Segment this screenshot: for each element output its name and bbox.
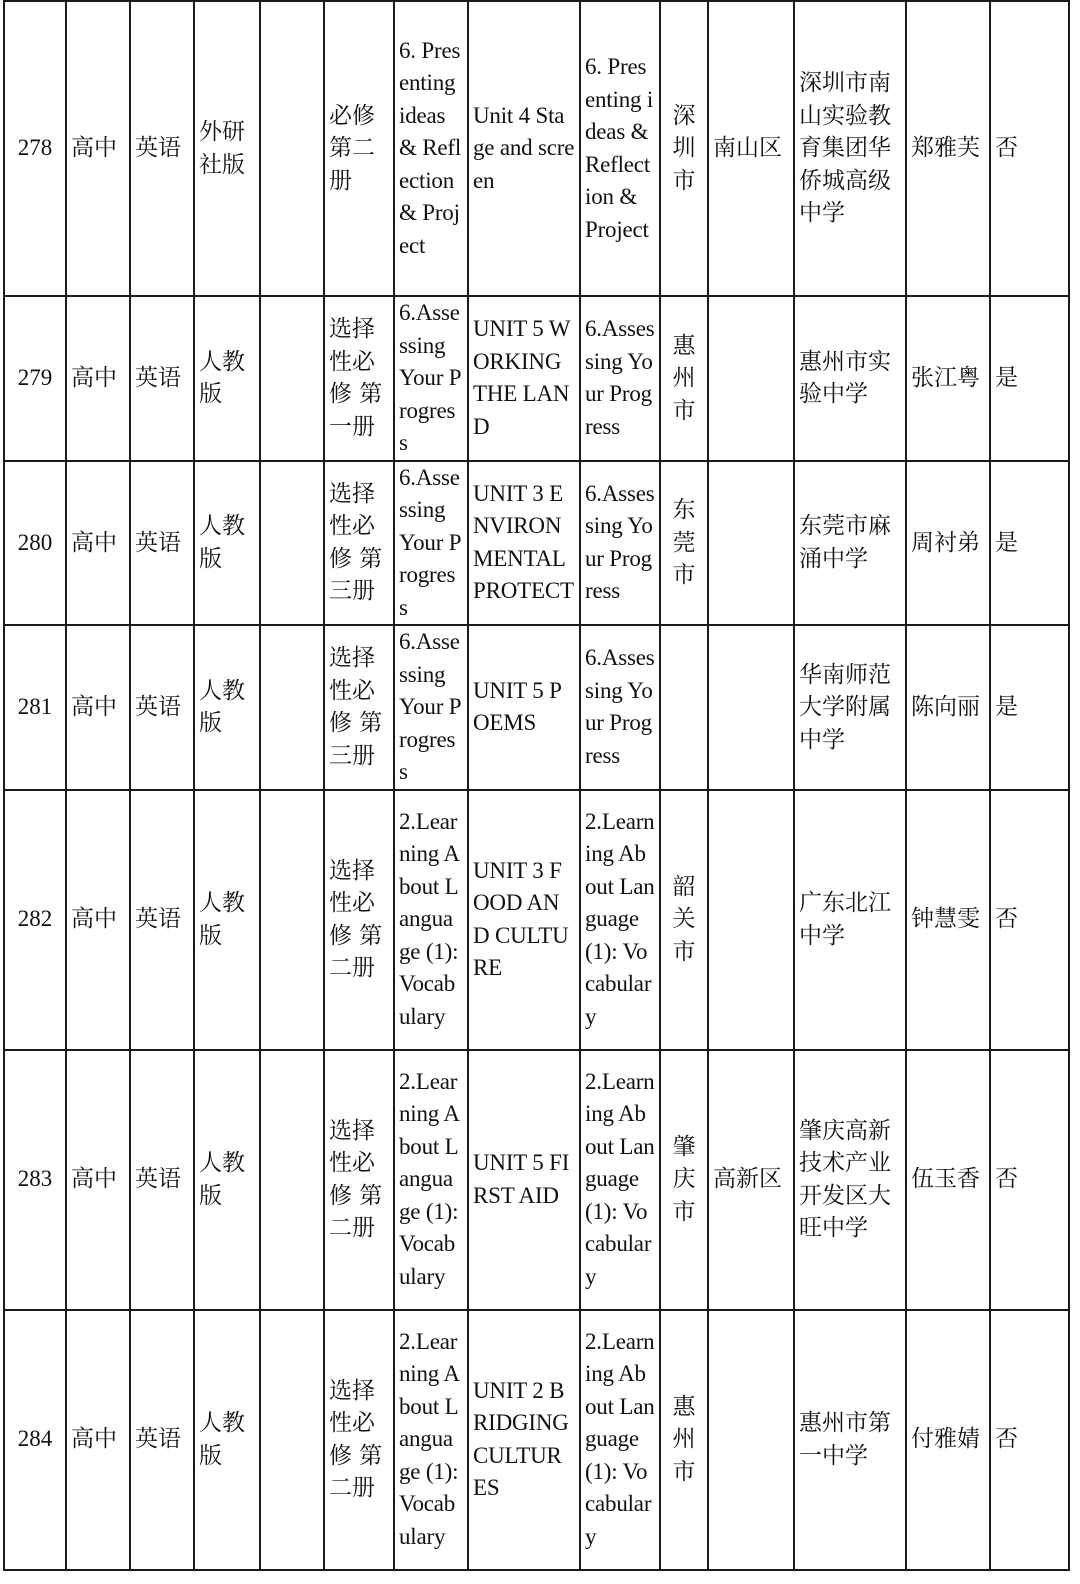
textbook-edition: 人教版 (194, 625, 260, 790)
school-level: 高中 (66, 296, 130, 461)
lesson-section-repeat: 2.Learning About Language (1): Vocabulary (580, 1310, 660, 1570)
table-row (4, 1, 1069, 296)
status-flag: 否 (990, 790, 1069, 1050)
school-level: 高中 (66, 790, 130, 1050)
textbook-edition: 人教版 (194, 1310, 260, 1570)
school-level: 高中 (66, 1050, 130, 1310)
status-flag: 是 (990, 296, 1069, 461)
school-name: 肇庆高新技术产业开发区大旺中学 (794, 1050, 906, 1310)
empty-cell (260, 1, 324, 296)
lesson-section-repeat: 6. Presenting ideas & Reflection & Project (580, 1, 660, 296)
subject: 英语 (130, 461, 194, 626)
city (660, 625, 708, 790)
school-level: 高中 (66, 625, 130, 790)
school-name: 深圳市南山实验教育集团华侨城高级中学 (794, 1, 906, 296)
subject: 英语 (130, 296, 194, 461)
subject: 英语 (130, 625, 194, 790)
row-number: 279 (4, 296, 66, 461)
district (708, 625, 794, 790)
school-name: 惠州市第一中学 (794, 1310, 906, 1570)
lesson-section-repeat: 2.Learning About Language (1): Vocabulary (580, 790, 660, 1050)
textbook-volume: 选择性必修 第三册 (324, 461, 394, 626)
teacher-name: 钟慧雯 (906, 790, 990, 1050)
empty-cell (260, 790, 324, 1050)
unit-title: UNIT 3 ENVIRONMENTAL PROTECT (468, 461, 580, 626)
school-level: 高中 (66, 1310, 130, 1570)
table-row (4, 461, 1069, 626)
textbook-volume: 选择性必修 第二册 (324, 1310, 394, 1570)
teacher-name: 付雅婧 (906, 1310, 990, 1570)
lesson-section-repeat: 6.Assessing Your Progress (580, 625, 660, 790)
table-row (4, 1050, 1069, 1310)
lesson-section: 6.Assessing Your Progress (394, 461, 468, 626)
textbook-volume: 选择性必修 第二册 (324, 1050, 394, 1310)
city: 肇庆市 (660, 1050, 708, 1310)
teacher-name: 伍玉香 (906, 1050, 990, 1310)
table-row (4, 296, 1069, 461)
lesson-section: 6.Assessing Your Progress (394, 296, 468, 461)
teacher-name: 周衬弟 (906, 461, 990, 626)
empty-cell (260, 625, 324, 790)
status-flag: 是 (990, 625, 1069, 790)
district (708, 1310, 794, 1570)
textbook-volume: 选择性必修 第三册 (324, 625, 394, 790)
empty-cell (260, 1050, 324, 1310)
textbook-edition: 人教版 (194, 1050, 260, 1310)
table-row (4, 1310, 1069, 1570)
teacher-name: 陈向丽 (906, 625, 990, 790)
textbook-volume: 必修第二册 (324, 1, 394, 296)
unit-title: UNIT 5 POEMS (468, 625, 580, 790)
district (708, 790, 794, 1050)
textbook-volume: 选择性必修 第一册 (324, 296, 394, 461)
school-level: 高中 (66, 461, 130, 626)
empty-cell (260, 296, 324, 461)
school-level: 高中 (66, 1, 130, 296)
row-number: 283 (4, 1050, 66, 1310)
row-number: 282 (4, 790, 66, 1050)
status-flag: 否 (990, 1310, 1069, 1570)
course-table (3, 0, 1070, 1571)
unit-title: UNIT 5 WORKING THE LAND (468, 296, 580, 461)
school-name: 惠州市实验中学 (794, 296, 906, 461)
lesson-section: 6. Presenting ideas & Reflection & Project (394, 1, 468, 296)
textbook-edition: 外研社版 (194, 1, 260, 296)
lesson-section-repeat: 2.Learning About Language (1): Vocabulary (580, 1050, 660, 1310)
lesson-section: 2.Learning About Language (1): Vocabulary (394, 1050, 468, 1310)
lesson-section: 2.Learning About Language (1): Vocabulary (394, 1310, 468, 1570)
subject: 英语 (130, 1050, 194, 1310)
school-name: 华南师范大学附属中学 (794, 625, 906, 790)
school-name: 东莞市麻涌中学 (794, 461, 906, 626)
subject: 英语 (130, 1310, 194, 1570)
empty-cell (260, 1310, 324, 1570)
city: 深圳市 (660, 1, 708, 296)
district: 南山区 (708, 1, 794, 296)
status-flag: 是 (990, 461, 1069, 626)
district: 高新区 (708, 1050, 794, 1310)
district (708, 296, 794, 461)
city: 韶关市 (660, 790, 708, 1050)
row-number: 280 (4, 461, 66, 626)
unit-title: Unit 4 Stage and screen (468, 1, 580, 296)
row-number: 284 (4, 1310, 66, 1570)
city: 东莞市 (660, 461, 708, 626)
city: 惠州市 (660, 296, 708, 461)
row-number: 281 (4, 625, 66, 790)
table-row (4, 790, 1069, 1050)
lesson-section-repeat: 6.Assessing Your Progress (580, 296, 660, 461)
row-number: 278 (4, 1, 66, 296)
subject: 英语 (130, 790, 194, 1050)
textbook-volume: 选择性必修 第二册 (324, 790, 394, 1050)
city: 惠州市 (660, 1310, 708, 1570)
textbook-edition: 人教版 (194, 790, 260, 1050)
unit-title: UNIT 5 FIRST AID (468, 1050, 580, 1310)
status-flag: 否 (990, 1050, 1069, 1310)
lesson-section-repeat: 6.Assessing Your Progress (580, 461, 660, 626)
table-row (4, 625, 1069, 790)
lesson-section: 6.Assessing Your Progress (394, 625, 468, 790)
district (708, 461, 794, 626)
subject: 英语 (130, 1, 194, 296)
empty-cell (260, 461, 324, 626)
unit-title: UNIT 3 FOOD AND CULTURE (468, 790, 580, 1050)
teacher-name: 郑雅芙 (906, 1, 990, 296)
school-name: 广东北江中学 (794, 790, 906, 1050)
teacher-name: 张江粤 (906, 296, 990, 461)
status-flag: 否 (990, 1, 1069, 296)
textbook-edition: 人教版 (194, 461, 260, 626)
unit-title: UNIT 2 BRIDGING CULTURES (468, 1310, 580, 1570)
textbook-edition: 人教版 (194, 296, 260, 461)
lesson-section: 2.Learning About Language (1): Vocabulary (394, 790, 468, 1050)
